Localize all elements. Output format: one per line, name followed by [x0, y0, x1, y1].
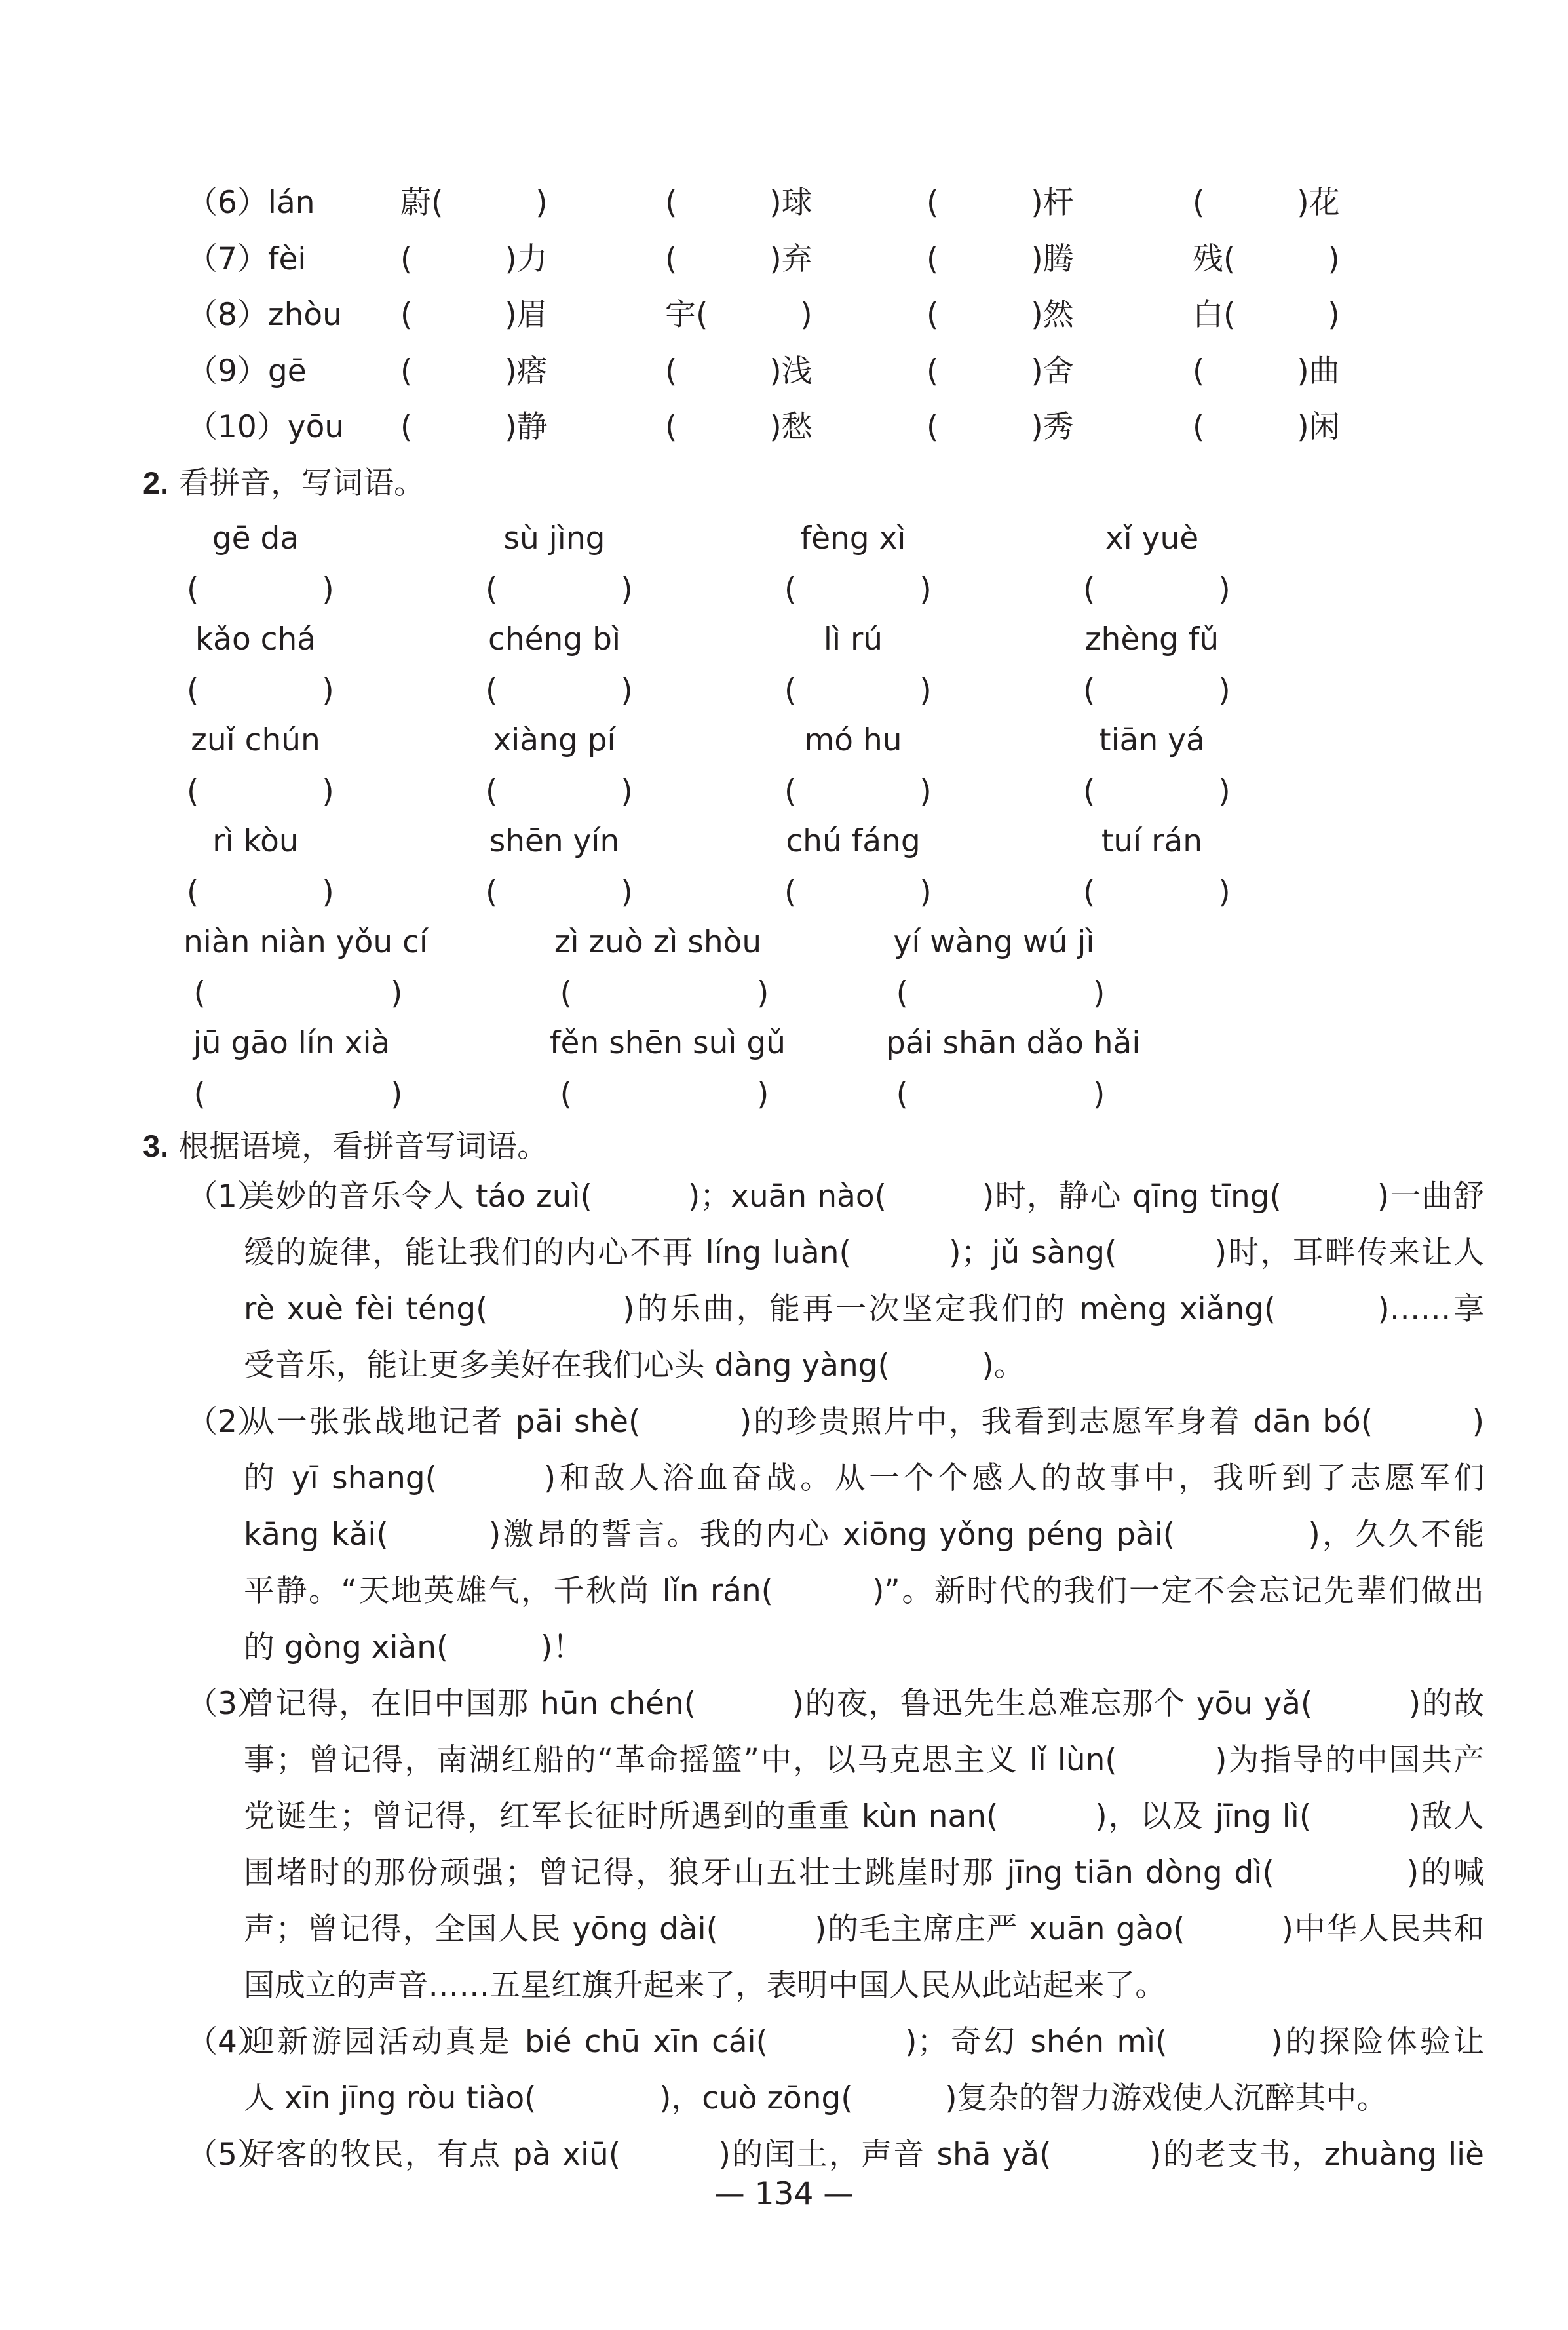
section-3-number: 3.	[143, 1129, 169, 1163]
fill-blank-cell[interactable]: ( )弃	[665, 241, 813, 277]
item-label: （1）	[187, 1178, 268, 1214]
polyphone-row	[187, 178, 1432, 221]
paragraph-text[interactable]: 围堵时的那份顽强；曾记得，狼牙山五壮士跳崖时那 jīng tiān dòng dì( )的喊	[244, 1855, 1484, 1891]
answer-blank[interactable]: ( )	[1083, 773, 1231, 809]
paragraph-text[interactable]: rè xuè fèi téng( )的乐曲，能再一次坚定我们的 mèng xiǎng( )……享	[244, 1291, 1484, 1327]
item-label: （3）	[187, 1686, 268, 1722]
row-label: （7）fèi	[187, 241, 307, 277]
paragraph-text[interactable]: 党诞生；曾记得，红军长征时所遇到的重重 kùn nan( )，以及 jīng lì( )敌人	[244, 1798, 1484, 1835]
paragraph-text[interactable]: 迎新游园活动真是 bié chū xīn cái( )；奇幻 shén mì( )的探险体验让	[244, 2024, 1484, 2060]
pinyin-row	[0, 621, 1568, 661]
paragraph-line	[187, 2127, 1484, 2183]
answer-row	[0, 565, 1568, 608]
answer-row	[0, 666, 1568, 709]
paragraph-line	[187, 1394, 1484, 1450]
paragraph-line	[187, 1845, 1484, 1901]
pinyin-word: sù jìng	[503, 520, 605, 556]
answer-blank[interactable]: ( )	[187, 572, 334, 608]
pinyin-word: tuí rán	[1101, 823, 1203, 859]
polyphone-row	[187, 402, 1432, 445]
paragraph-line	[187, 1732, 1484, 1789]
paragraph-line	[187, 2070, 1484, 2127]
paragraph-line	[187, 1507, 1484, 1563]
pinyin-row	[0, 722, 1568, 762]
paragraph-line	[187, 2014, 1484, 2070]
section-2-number: 2.	[143, 465, 169, 500]
fill-blank-cell[interactable]: ( )闲	[1193, 409, 1340, 445]
fill-blank-cell[interactable]: ( )瘩	[400, 353, 548, 389]
idiom-pinyin-row	[0, 1025, 1568, 1064]
answer-row	[0, 767, 1568, 809]
paragraph-line	[187, 1676, 1484, 1732]
fill-blank-cell[interactable]: ( )腾	[927, 241, 1074, 277]
section-3-title: 根据语境，看拼音写词语。	[178, 1129, 548, 1165]
fill-blank-cell[interactable]: ( )眉	[400, 297, 548, 333]
paragraph-text[interactable]: 缓的旋律，能让我们的内心不再 líng luàn( )；jǔ sàng( )时，耳畔传来让人	[244, 1235, 1484, 1271]
idiom-answer-blank[interactable]: ( )	[193, 1076, 403, 1112]
answer-blank[interactable]: ( )	[784, 572, 932, 608]
pinyin-word: xiàng pí	[493, 722, 616, 758]
paragraph-text[interactable]: 声；曾记得，全国人民 yōng dài( )的毛主席庄严 xuān gào( )中华人民共和	[244, 1911, 1484, 1947]
idiom-pinyin: pái shān dǎo hǎi	[886, 1025, 1141, 1061]
answer-blank[interactable]: ( )	[486, 874, 633, 910]
paragraph-line	[187, 1563, 1484, 1620]
pinyin-word: mó hu	[804, 722, 902, 758]
paragraph-text[interactable]: 的 yī shang( )和敌人浴血奋战。从一个个感人的故事中，我听到了志愿军们	[244, 1460, 1484, 1496]
fill-blank-cell[interactable]: ( )浅	[665, 353, 813, 389]
answer-blank[interactable]: ( )	[187, 874, 334, 910]
pinyin-word: fèng xì	[800, 520, 906, 556]
row-label: （6）lán	[187, 185, 315, 221]
paragraph-text[interactable]: 从一张张战地记者 pāi shè( )的珍贵照片中，我看到志愿军身着 dān bó( )	[244, 1404, 1484, 1440]
paragraph-text[interactable]: 事；曾记得，南湖红船的“革命摇篮”中，以马克思主义 lǐ lùn( )为指导的中国共产	[244, 1742, 1484, 1778]
fill-blank-cell[interactable]: ( )球	[665, 185, 813, 221]
answer-blank[interactable]: ( )	[784, 672, 932, 709]
pinyin-word: gē da	[212, 520, 299, 556]
paragraph-text[interactable]: 平静。“天地英雄气，千秋尚 lǐn rán( )”。新时代的我们一定不会忘记先辈们做出	[244, 1573, 1484, 1609]
fill-blank-cell[interactable]: 残( )	[1193, 241, 1340, 277]
pinyin-word: chéng bì	[488, 621, 621, 657]
paragraph-line	[187, 1225, 1484, 1281]
answer-blank[interactable]: ( )	[486, 572, 633, 608]
pinyin-word: tiān yá	[1099, 722, 1205, 758]
paragraph-line	[187, 1281, 1484, 1338]
answer-blank[interactable]: ( )	[486, 672, 633, 709]
paragraph-text[interactable]: 美妙的音乐令人 táo zuì( )；xuān nào( )时，静心 qīng tīng( )一曲舒	[244, 1178, 1484, 1214]
answer-blank[interactable]: ( )	[784, 773, 932, 809]
pinyin-word: zhèng fǔ	[1084, 621, 1219, 657]
fill-blank-cell[interactable]: ( )舍	[927, 353, 1074, 389]
paragraph-line	[187, 1901, 1484, 1958]
section-3-context-exercise	[187, 1169, 1484, 2183]
idiom-pinyin: niàn niàn yǒu cí	[183, 924, 428, 960]
pinyin-word: xǐ yuè	[1105, 520, 1199, 556]
idiom-answer-blank[interactable]: ( )	[896, 1076, 1105, 1112]
paragraph-text[interactable]: 好客的牧民，有点 pà xiū( )的闰土，声音 shā yǎ( )的老支书，zhuàng liè	[244, 2137, 1484, 2173]
polyphone-row	[187, 347, 1432, 389]
page-number: — 134 —	[714, 2176, 854, 2212]
fill-blank-cell[interactable]: 蔚( )	[400, 185, 548, 221]
answer-blank[interactable]: ( )	[1083, 672, 1231, 709]
idiom-pinyin: yí wàng wú jì	[893, 924, 1095, 960]
answer-blank[interactable]: ( )	[1083, 572, 1231, 608]
pinyin-word: rì kòu	[212, 823, 299, 859]
pinyin-word: shēn yín	[489, 823, 620, 859]
idiom-answer-blank[interactable]: ( )	[560, 1076, 769, 1112]
idiom-answer-blank[interactable]: ( )	[560, 975, 769, 1011]
paragraph-line	[187, 1450, 1484, 1507]
idiom-answer-blank[interactable]: ( )	[193, 975, 403, 1011]
pinyin-word: lì rú	[823, 621, 883, 657]
paragraph-text[interactable]: 的 gòng xiàn( )！	[244, 1629, 584, 1665]
paragraph-text[interactable]: 国成立的声音……五星红旗升起来了，表明中国人民从此站起来了。	[244, 1968, 1166, 2004]
paragraph-text[interactable]: kāng kǎi( )激昂的誓言。我的内心 xiōng yǒng péng pài( )，久久不能	[244, 1517, 1484, 1553]
answer-blank[interactable]: ( )	[784, 874, 932, 910]
answer-row	[0, 868, 1568, 910]
idiom-answer-row	[0, 1070, 1568, 1112]
section-2-heading	[143, 459, 425, 503]
paragraph-text[interactable]: 人 xīn jīng ròu tiào( )，cuò zōng( )复杂的智力游戏使人沉醉其中。	[244, 2080, 1388, 2116]
pinyin-word: chú fáng	[786, 823, 921, 859]
fill-blank-cell[interactable]: ( )静	[400, 409, 548, 445]
fill-blank-cell[interactable]: ( )杆	[927, 185, 1074, 221]
pinyin-word: zuǐ chún	[191, 722, 320, 758]
section-3-heading	[143, 1122, 548, 1166]
fill-blank-cell[interactable]: ( )愁	[665, 409, 813, 445]
fill-blank-cell[interactable]: ( )然	[927, 297, 1074, 333]
paragraph-line	[187, 1338, 1484, 1394]
row-label: （9）gē	[187, 353, 307, 389]
polyphone-row	[187, 235, 1432, 277]
fill-blank-cell[interactable]: 白( )	[1193, 297, 1340, 333]
idiom-pinyin-row	[0, 924, 1568, 963]
row-label: （8）zhòu	[187, 297, 342, 333]
answer-blank[interactable]: ( )	[486, 773, 633, 809]
polyphone-row	[187, 290, 1432, 333]
idiom-pinyin: jū gāo lín xià	[193, 1025, 391, 1061]
fill-blank-cell[interactable]: ( )花	[1193, 185, 1340, 221]
row-label: （10）yōu	[187, 409, 345, 445]
item-label: （2）	[187, 1404, 268, 1440]
paragraph-line	[187, 1958, 1484, 2014]
fill-blank-cell[interactable]: 宇( )	[665, 297, 813, 333]
paragraph-line	[187, 1169, 1484, 1225]
fill-blank-cell[interactable]: ( )曲	[1193, 353, 1340, 389]
item-label: （4）	[187, 2024, 268, 2060]
idiom-answer-row	[0, 969, 1568, 1011]
paragraph-line	[187, 1789, 1484, 1845]
idiom-pinyin: zì zuò zì shòu	[554, 924, 762, 960]
idiom-pinyin: fěn shēn suì gǔ	[550, 1025, 786, 1061]
paragraph-text[interactable]: 曾记得，在旧中国那 hūn chén( )的夜，鲁迅先生总难忘那个 yōu yǎ( )的故	[244, 1686, 1484, 1722]
pinyin-row	[0, 823, 1568, 863]
item-label: （5）	[187, 2137, 268, 2173]
section-2-title: 看拼音，写词语。	[178, 465, 425, 501]
fill-blank-cell[interactable]: ( )力	[400, 241, 548, 277]
pinyin-row	[0, 520, 1568, 560]
idiom-answer-blank[interactable]: ( )	[896, 975, 1105, 1011]
fill-blank-cell[interactable]: ( )秀	[927, 409, 1074, 445]
answer-blank[interactable]: ( )	[187, 672, 334, 709]
paragraph-line	[187, 1620, 1484, 1676]
pinyin-word: kǎo chá	[195, 621, 316, 657]
answer-blank[interactable]: ( )	[187, 773, 334, 809]
answer-blank[interactable]: ( )	[1083, 874, 1231, 910]
paragraph-text[interactable]: 受音乐，能让更多美好在我们心头 dàng yàng( )。	[244, 1348, 1025, 1384]
